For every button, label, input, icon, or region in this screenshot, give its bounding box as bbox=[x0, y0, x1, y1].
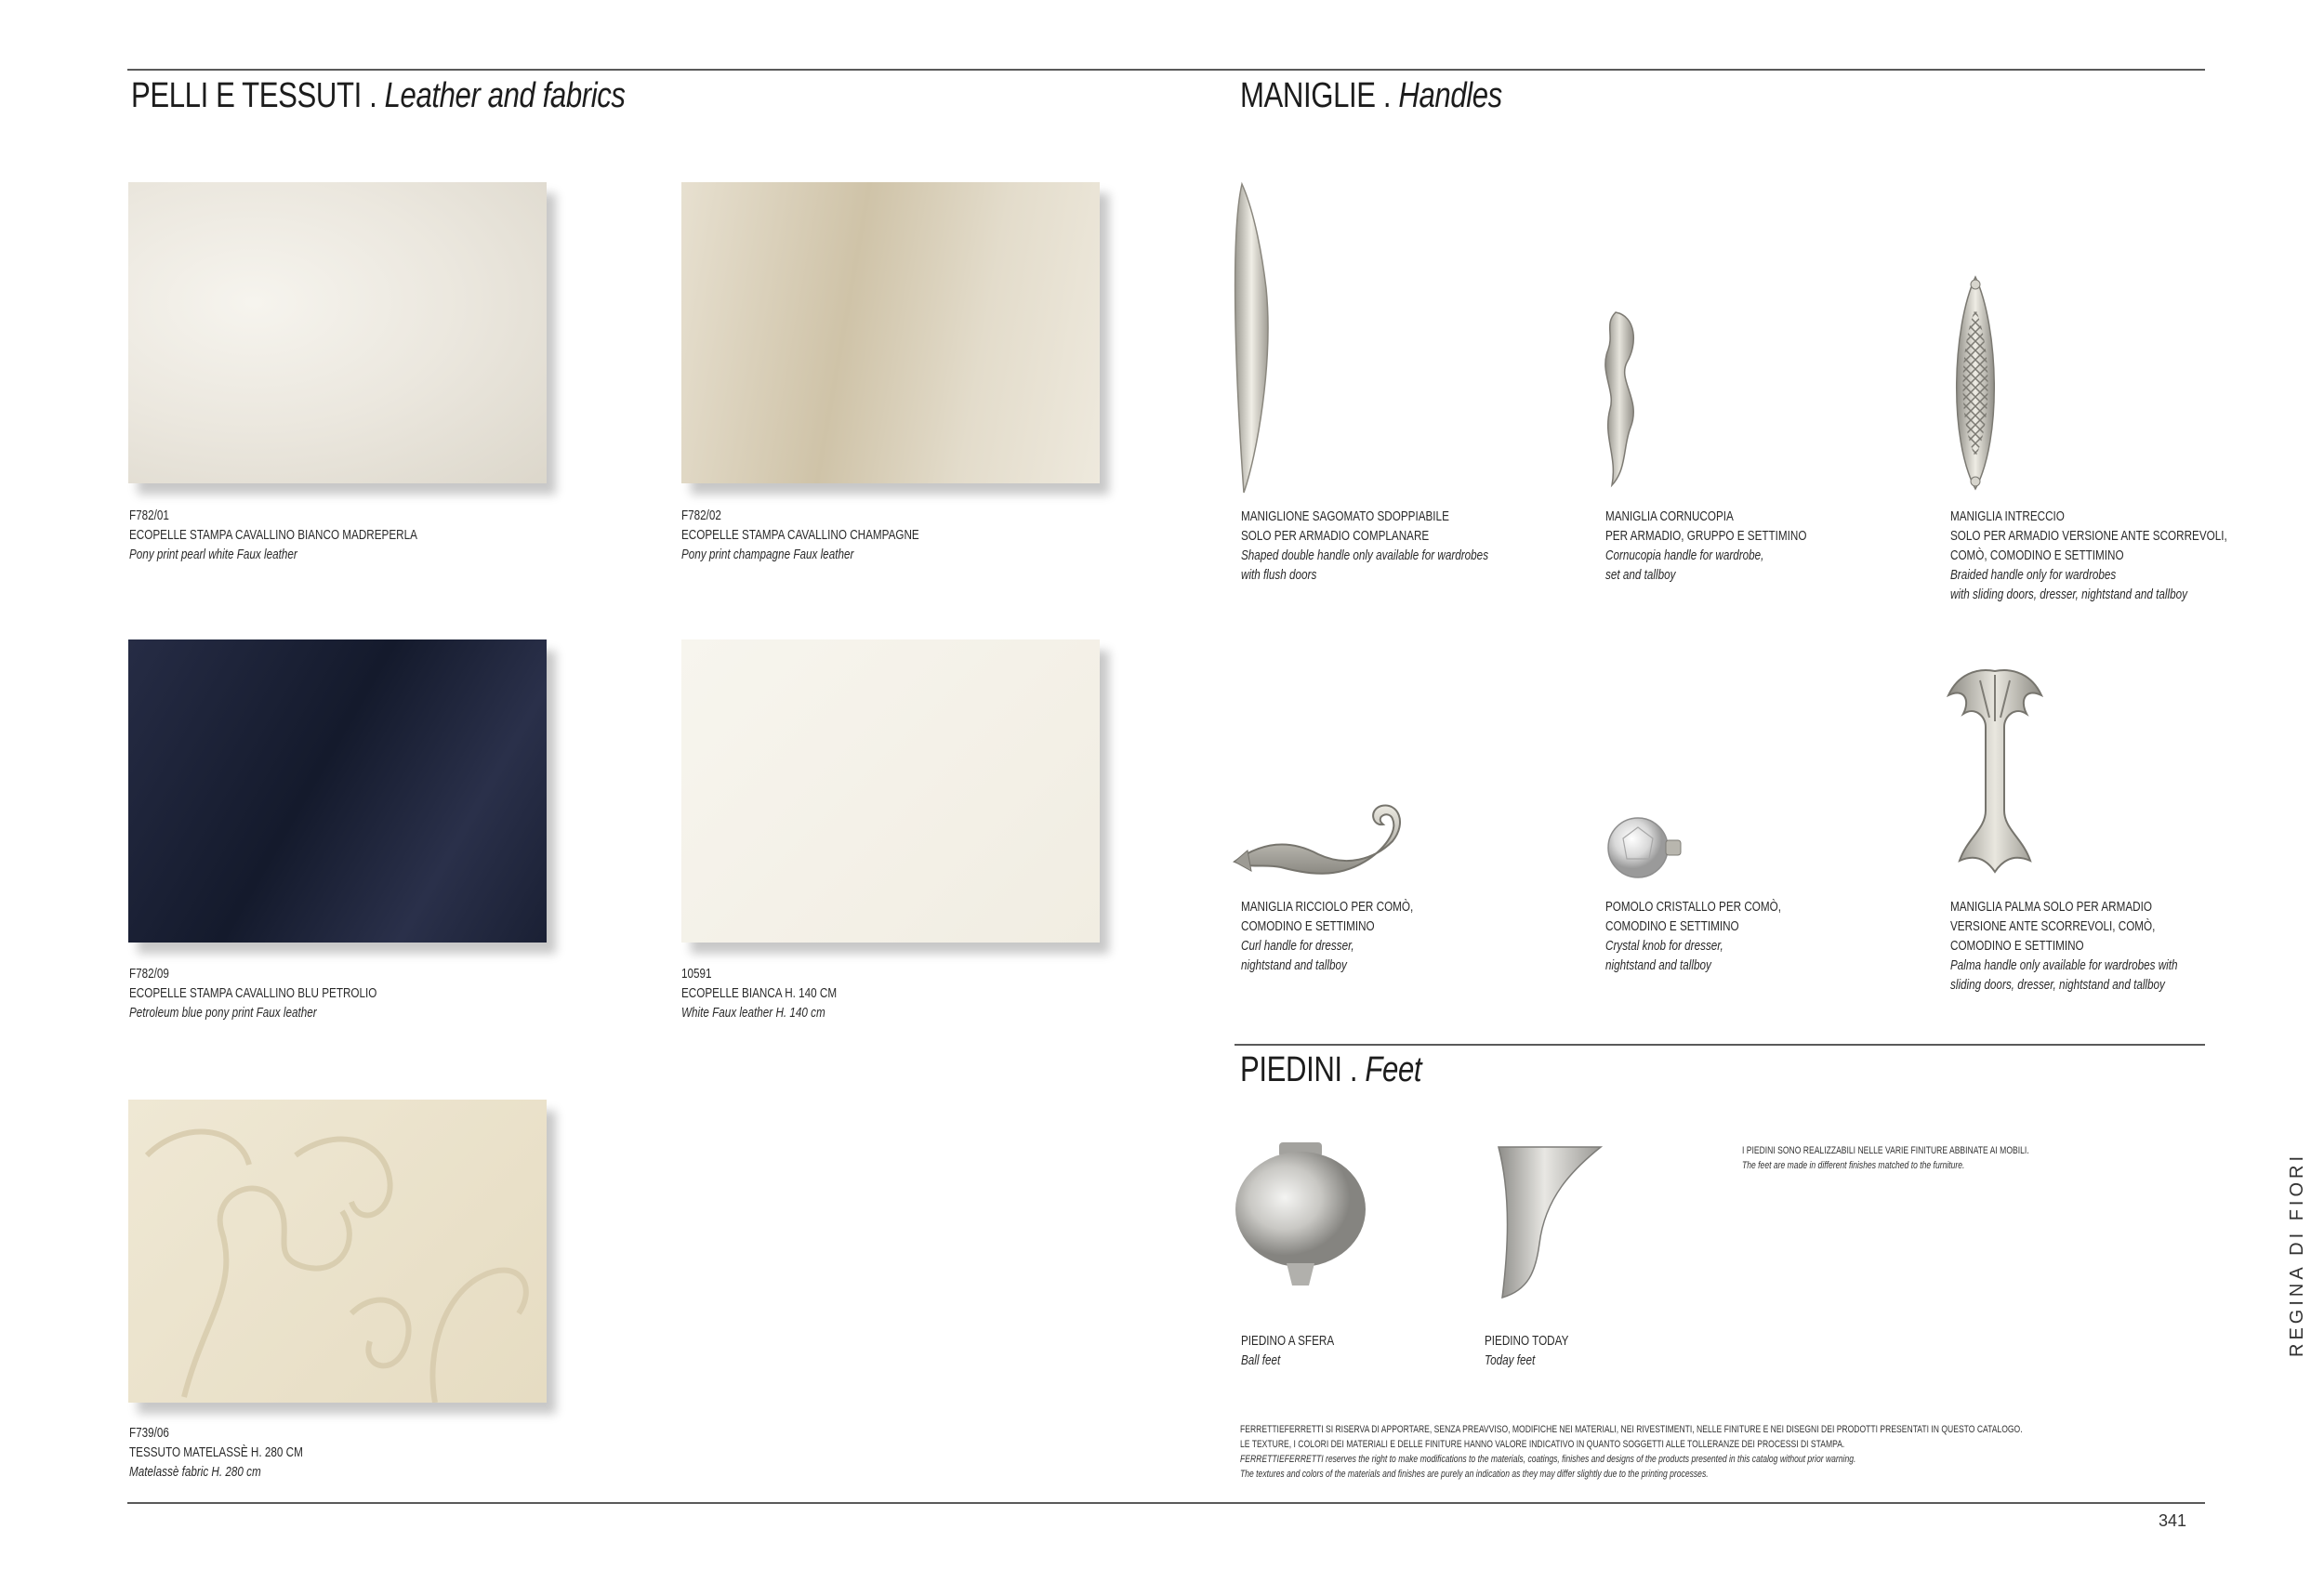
matelasse-pattern-icon bbox=[128, 1100, 547, 1403]
swatch-petrol-blue bbox=[128, 639, 547, 943]
handle-caption bbox=[1605, 507, 1806, 585]
foot-name-en: Ball feet bbox=[1241, 1352, 1281, 1368]
collection-side-label: REGINA DI FIORI bbox=[2287, 1152, 2307, 1357]
handle-line: VERSIONE ANTE SCORREVOLI, COMÒ, bbox=[1950, 918, 2156, 934]
handle-line: COMODINO E SETTIMINO bbox=[1950, 938, 2084, 954]
swatch-caption bbox=[681, 506, 919, 564]
swatch-code: F739/06 bbox=[129, 1425, 169, 1441]
swatch-name-en: Matelassè fabric H. 280 cm bbox=[129, 1464, 261, 1480]
swatch-caption bbox=[129, 1423, 303, 1482]
leather-title-main: PELLI E TESSUTI . bbox=[131, 76, 377, 115]
feet-section-rule bbox=[1235, 1044, 2205, 1046]
swatch-name: ECOPELLE STAMPA CAVALLINO CHAMPAGNE bbox=[681, 527, 919, 543]
handle-line-en: Cornucopia handle for wardrobe, bbox=[1605, 547, 1764, 563]
handle-line: SOLO PER ARMADIO VERSIONE ANTE SCORREVOLI, bbox=[1950, 528, 2227, 544]
handle-line: MANIGLIA RICCIOLO PER COMÒ, bbox=[1241, 899, 1414, 915]
today-foot-icon bbox=[1480, 1141, 1610, 1299]
swatch-code: F782/02 bbox=[681, 508, 721, 523]
palma-handle-icon bbox=[1939, 662, 2051, 876]
swatch-name-en: White Faux leather H. 140 cm bbox=[681, 1005, 825, 1021]
swatch-matelasse bbox=[128, 1100, 547, 1403]
handle-caption bbox=[1241, 897, 1413, 975]
ball-foot-icon bbox=[1231, 1139, 1370, 1297]
disclaimer-line-en: FERRETTIEFERRETTI reserves the right to make modifications to the materials, coatings, finishes and designs of the products presented in this catalog without prior warning. bbox=[1240, 1454, 1856, 1465]
curl-handle-icon bbox=[1225, 785, 1448, 888]
leather-section-title bbox=[131, 76, 626, 116]
cornucopia-handle-icon bbox=[1590, 307, 1655, 493]
handle-line-en: Curl handle for dresser, bbox=[1241, 938, 1354, 954]
disclaimer bbox=[1240, 1422, 2023, 1482]
handle-line-en: sliding doors, dresser, nightstand and tallboy bbox=[1950, 977, 2165, 993]
feet-section-title bbox=[1240, 1050, 1421, 1090]
disclaimer-line-en: The textures and colors of the materials and finishes are purely an indication as they may differ slightly due to the printing processes. bbox=[1240, 1469, 1709, 1480]
foot-name-en: Today feet bbox=[1485, 1352, 1536, 1368]
handle-line: MANIGLIA INTRECCIO bbox=[1950, 508, 2065, 524]
handle-line: MANIGLIA PALMA SOLO PER ARMADIO bbox=[1950, 899, 2152, 915]
swatch-name-en: Petroleum blue pony print Faux leather bbox=[129, 1005, 317, 1021]
swatch-code: F782/09 bbox=[129, 966, 169, 982]
handle-line: COMODINO E SETTIMINO bbox=[1241, 918, 1375, 934]
handle-caption bbox=[1605, 897, 1781, 975]
swatch-code: F782/01 bbox=[129, 508, 169, 523]
swatch-name: ECOPELLE BIANCA H. 140 CM bbox=[681, 985, 838, 1001]
foot-caption bbox=[1241, 1331, 1334, 1370]
swatch-name-en: Pony print champagne Faux leather bbox=[681, 547, 854, 562]
handle-caption bbox=[1950, 897, 2178, 995]
feet-note-it: I PIEDINI SONO REALIZZABILI NELLE VARIE FINITURE ABBINATE AI MOBILI. bbox=[1742, 1145, 2029, 1156]
handle-line: COMODINO E SETTIMINO bbox=[1605, 918, 1739, 934]
swatch-white-leather bbox=[681, 639, 1100, 943]
handle-line: SOLO PER ARMADIO COMPLANARE bbox=[1241, 528, 1430, 544]
bottom-rule bbox=[127, 1502, 2205, 1504]
handle-line-en: Shaped double handle only available for wardrobes bbox=[1241, 547, 1489, 563]
swatch-name-en: Pony print pearl white Faux leather bbox=[129, 547, 297, 562]
page-number: 341 bbox=[2159, 1511, 2187, 1530]
feet-title-italic: Feet bbox=[1365, 1050, 1422, 1089]
swatch-caption bbox=[681, 964, 837, 1022]
handle-line: MANIGLIONE SAGOMATO SDOPPIABILE bbox=[1241, 508, 1449, 524]
handle-line-en: nightstand and tallboy bbox=[1241, 957, 1347, 973]
foot-name: PIEDINO A SFERA bbox=[1241, 1333, 1335, 1349]
handle-line-en: with flush doors bbox=[1241, 567, 1317, 583]
shaped-double-handle-icon bbox=[1225, 177, 1281, 502]
handle-line: PER ARMADIO, GRUPPO E SETTIMINO bbox=[1605, 528, 1807, 544]
swatch-caption bbox=[129, 506, 417, 564]
handle-line: COMÒ, COMODINO E SETTIMINO bbox=[1950, 547, 2124, 563]
handles-section-title bbox=[1240, 76, 1502, 116]
crystal-knob-icon bbox=[1601, 811, 1694, 885]
foot-caption bbox=[1485, 1331, 1568, 1370]
swatch-pearl-white bbox=[128, 182, 547, 483]
braided-handle-icon bbox=[1943, 271, 2008, 494]
handle-line-en: set and tallboy bbox=[1605, 567, 1676, 583]
top-rule bbox=[127, 69, 2205, 71]
handle-line-en: Palma handle only available for wardrobes with bbox=[1950, 957, 2178, 973]
leather-title-italic: Leather and fabrics bbox=[384, 76, 626, 115]
handles-title-main: MANIGLIE . bbox=[1240, 76, 1392, 115]
handle-line-en: Crystal knob for dresser, bbox=[1605, 938, 1723, 954]
feet-note bbox=[1742, 1143, 2029, 1173]
handle-line-en: Braided handle only for wardrobes bbox=[1950, 567, 2117, 583]
swatch-code: 10591 bbox=[681, 966, 712, 982]
foot-name: PIEDINO TODAY bbox=[1485, 1333, 1569, 1349]
handle-line: POMOLO CRISTALLO PER COMÒ, bbox=[1605, 899, 1781, 915]
handle-caption bbox=[1950, 507, 2227, 604]
handles-title-italic: Handles bbox=[1398, 76, 1502, 115]
swatch-champagne bbox=[681, 182, 1100, 483]
disclaimer-line: LE TEXTURE, I COLORI DEI MATERIALI E DELLE FINITURE HANNO VALORE INDICATIVO IN QUANTO SOGGETTI ALLE TOLLERANZE DEI PROCESSI DI STAMPA. bbox=[1240, 1439, 1845, 1450]
swatch-caption bbox=[129, 964, 376, 1022]
swatch-name: ECOPELLE STAMPA CAVALLINO BLU PETROLIO bbox=[129, 985, 377, 1001]
feet-note-en: The feet are made in different finishes matched to the furniture. bbox=[1742, 1160, 1965, 1171]
handle-line-en: nightstand and tallboy bbox=[1605, 957, 1711, 973]
feet-title-main: PIEDINI . bbox=[1240, 1050, 1358, 1089]
handle-caption bbox=[1241, 507, 1488, 585]
swatch-name: TESSUTO MATELASSÈ H. 280 CM bbox=[129, 1444, 303, 1460]
handle-line-en: with sliding doors, dresser, nightstand and tallboy bbox=[1950, 587, 2187, 602]
handle-line: MANIGLIA CORNUCOPIA bbox=[1605, 508, 1734, 524]
disclaimer-line: FERRETTIEFERRETTI SI RISERVA DI APPORTARE, SENZA PREAVVISO, MODIFICHE NEI MATERIALI, NEI RIVESTIMENTI, NELLE FINITURE E NEI DISEGNI DEI PRODOTTI PRESENTATI IN QUESTO CATALOGO. bbox=[1240, 1424, 2023, 1435]
swatch-name: ECOPELLE STAMPA CAVALLINO BIANCO MADREPERLA bbox=[129, 527, 417, 543]
